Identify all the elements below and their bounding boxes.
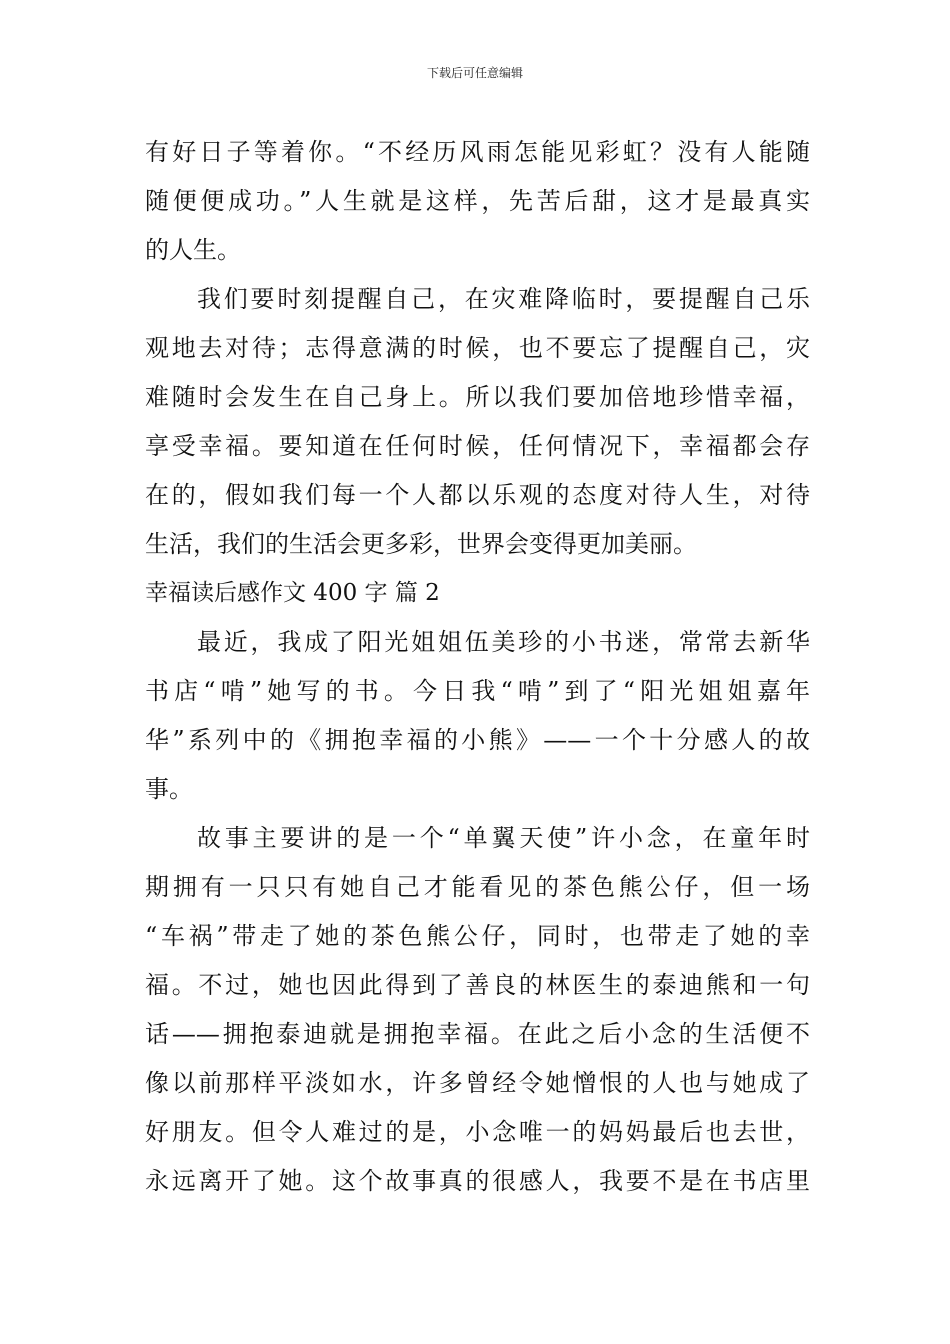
text-line: 福。不过，她也因此得到了善良的林医生的泰迪熊和一句 bbox=[145, 971, 810, 999]
text-line: 永远离开了她。这个故事真的很感人，我要不是在书店里 bbox=[145, 1167, 810, 1195]
section-heading: 幸福读后感作文 400 字 篇 2 bbox=[145, 580, 440, 606]
text-line: 我们要时刻提醒自己，在灾难降临时，要提醒自己乐 bbox=[197, 285, 810, 313]
text-line: 的人生。 bbox=[145, 236, 241, 264]
text-line: 在的，假如我们每一个人都以乐观的态度对待人生，对待 bbox=[145, 481, 810, 509]
text-line: 事。 bbox=[145, 775, 193, 803]
text-line: 观地去对待；志得意满的时候，也不要忘了提醒自己，灾 bbox=[145, 334, 810, 362]
text-line: 期拥有一只只有她自己才能看见的茶色熊公仔，但一场 bbox=[145, 873, 810, 901]
text-line: 话——拥抱泰迪就是拥抱幸福。在此之后小念的生活便不 bbox=[145, 1020, 810, 1048]
text-line: 最近，我成了阳光姐姐伍美珍的小书迷，常常去新华 bbox=[197, 628, 810, 656]
text-line: 享受幸福。要知道在任何时候，任何情况下，幸福都会存 bbox=[145, 432, 810, 460]
text-line: 华”系列中的《拥抱幸福的小熊》——一个十分感人的故 bbox=[145, 726, 810, 754]
text-line: 有好日子等着你。“不经历风雨怎能见彩虹？没有人能随 bbox=[145, 138, 810, 166]
text-line: 书店“啃”她写的书。今日我“啃”到了“阳光姐姐嘉年 bbox=[145, 677, 810, 705]
text-line: 随便便成功。”人生就是这样，先苦后甜，这才是最真实 bbox=[145, 187, 810, 215]
text-line: 故事主要讲的是一个“单翼天使”许小念，在童年时 bbox=[197, 824, 810, 852]
text-line: “车祸”带走了她的茶色熊公仔，同时，也带走了她的幸 bbox=[145, 922, 810, 950]
text-line: 难随时会发生在自己身上。所以我们要加倍地珍惜幸福， bbox=[145, 383, 810, 411]
page-header: 下载后可任意编辑 bbox=[426, 66, 523, 80]
document-body bbox=[145, 128, 810, 1206]
text-line: 好朋友。但令人难过的是，小念唯一的妈妈最后也去世， bbox=[145, 1118, 810, 1146]
text-line: 生活，我们的生活会更多彩，世界会变得更加美丽。 bbox=[145, 530, 697, 558]
text-line: 像以前那样平淡如水，许多曾经令她憎恨的人也与她成了 bbox=[145, 1069, 810, 1097]
